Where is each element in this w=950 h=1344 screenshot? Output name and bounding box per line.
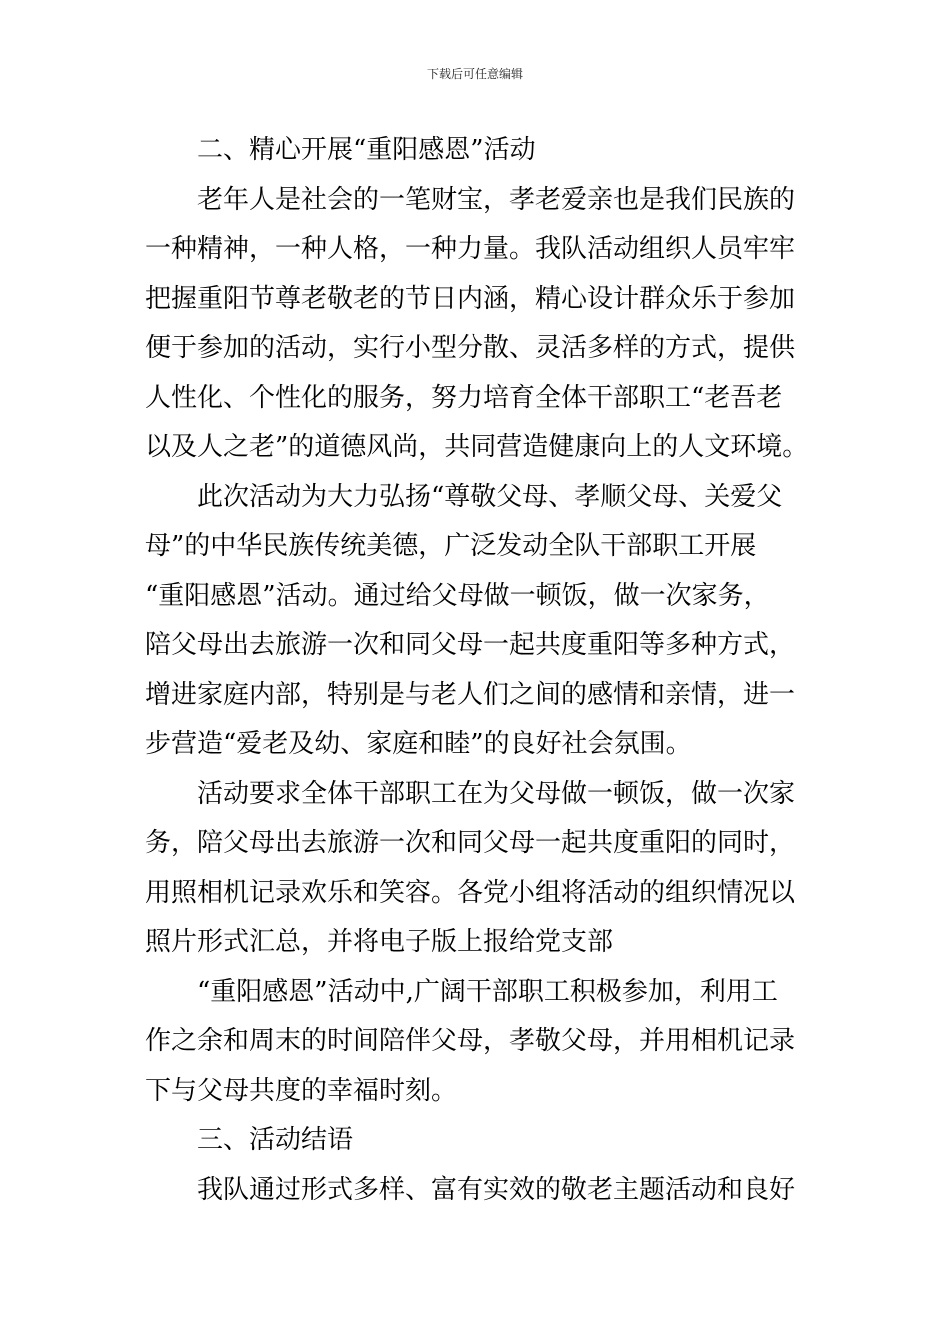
body-text xyxy=(145,126,809,1215)
section-heading-2: 二、精心开展“重阳感恩”活动 xyxy=(197,135,536,165)
paragraph-line: “重阳感恩”活动。通过给父母做一顿饭，做一次家务， xyxy=(145,580,770,611)
paragraph-line: 活动要求全体干部职工在为父母做一顿饭，做一次家 xyxy=(197,778,796,809)
paragraph-line: “重阳感恩”活动中,广阔干部职工积极参加，利用工 xyxy=(197,976,778,1007)
paragraph-line: 人性化、个性化的服务，努力培育全体干部职工“老吾老 xyxy=(145,382,783,413)
paragraph-line: 把握重阳节尊老敬老的节日内涵，精心设计群众乐于参加 xyxy=(145,283,796,314)
paragraph-line: 以及人之老”的道德风尚，共同营造健康向上的人文环境。 xyxy=(145,432,809,462)
section-heading-3: 三、活动结语 xyxy=(197,1125,354,1155)
paragraph-line: 便于参加的活动，实行小型分散、灵活多样的方式，提供 xyxy=(145,333,796,363)
paragraph-line: 作之余和周末的时间陪伴父母，孝敬父母，并用相机记录 xyxy=(145,1026,796,1056)
paragraph-line: 用照相机记录欢乐和笑容。各党小组将活动的组织情况以 xyxy=(145,877,796,908)
paragraph-line: 陪父母出去旅游一次和同父母一起共度重阳等多种方式， xyxy=(145,630,796,660)
paragraph-line: 我队通过形式多样、富有实效的敬老主题活动和良好 xyxy=(197,1174,796,1205)
paragraph-line: 此次活动为大力弘扬“尊敬父母、孝顺父母、关爱父 xyxy=(197,481,783,512)
header-note: 下载后可任意编辑 xyxy=(426,67,523,81)
paragraph-line: 步营造“爱老及幼、家庭和睦”的良好社会氛围。 xyxy=(145,729,692,759)
paragraph-line: 下与父母共度的幸福时刻。 xyxy=(145,1075,458,1106)
paragraph-line: 母”的中华民族传统美德，广泛发动全队干部职工开展 xyxy=(145,531,757,561)
paragraph-line: 照片形式汇总，并将电子版上报给党支部 xyxy=(145,927,614,957)
paragraph-line: 一种精神，一种人格，一种力量。我队活动组织人员牢牢 xyxy=(145,234,796,264)
paragraph-line: 务，陪父母出去旅游一次和同父母一起共度重阳的同时， xyxy=(145,828,796,858)
paragraph-line: 老年人是社会的一笔财宝，孝老爱亲也是我们民族的 xyxy=(197,184,796,215)
paragraph-line: 增进家庭内部，特别是与老人们之间的感情和亲情，进一 xyxy=(145,679,796,710)
